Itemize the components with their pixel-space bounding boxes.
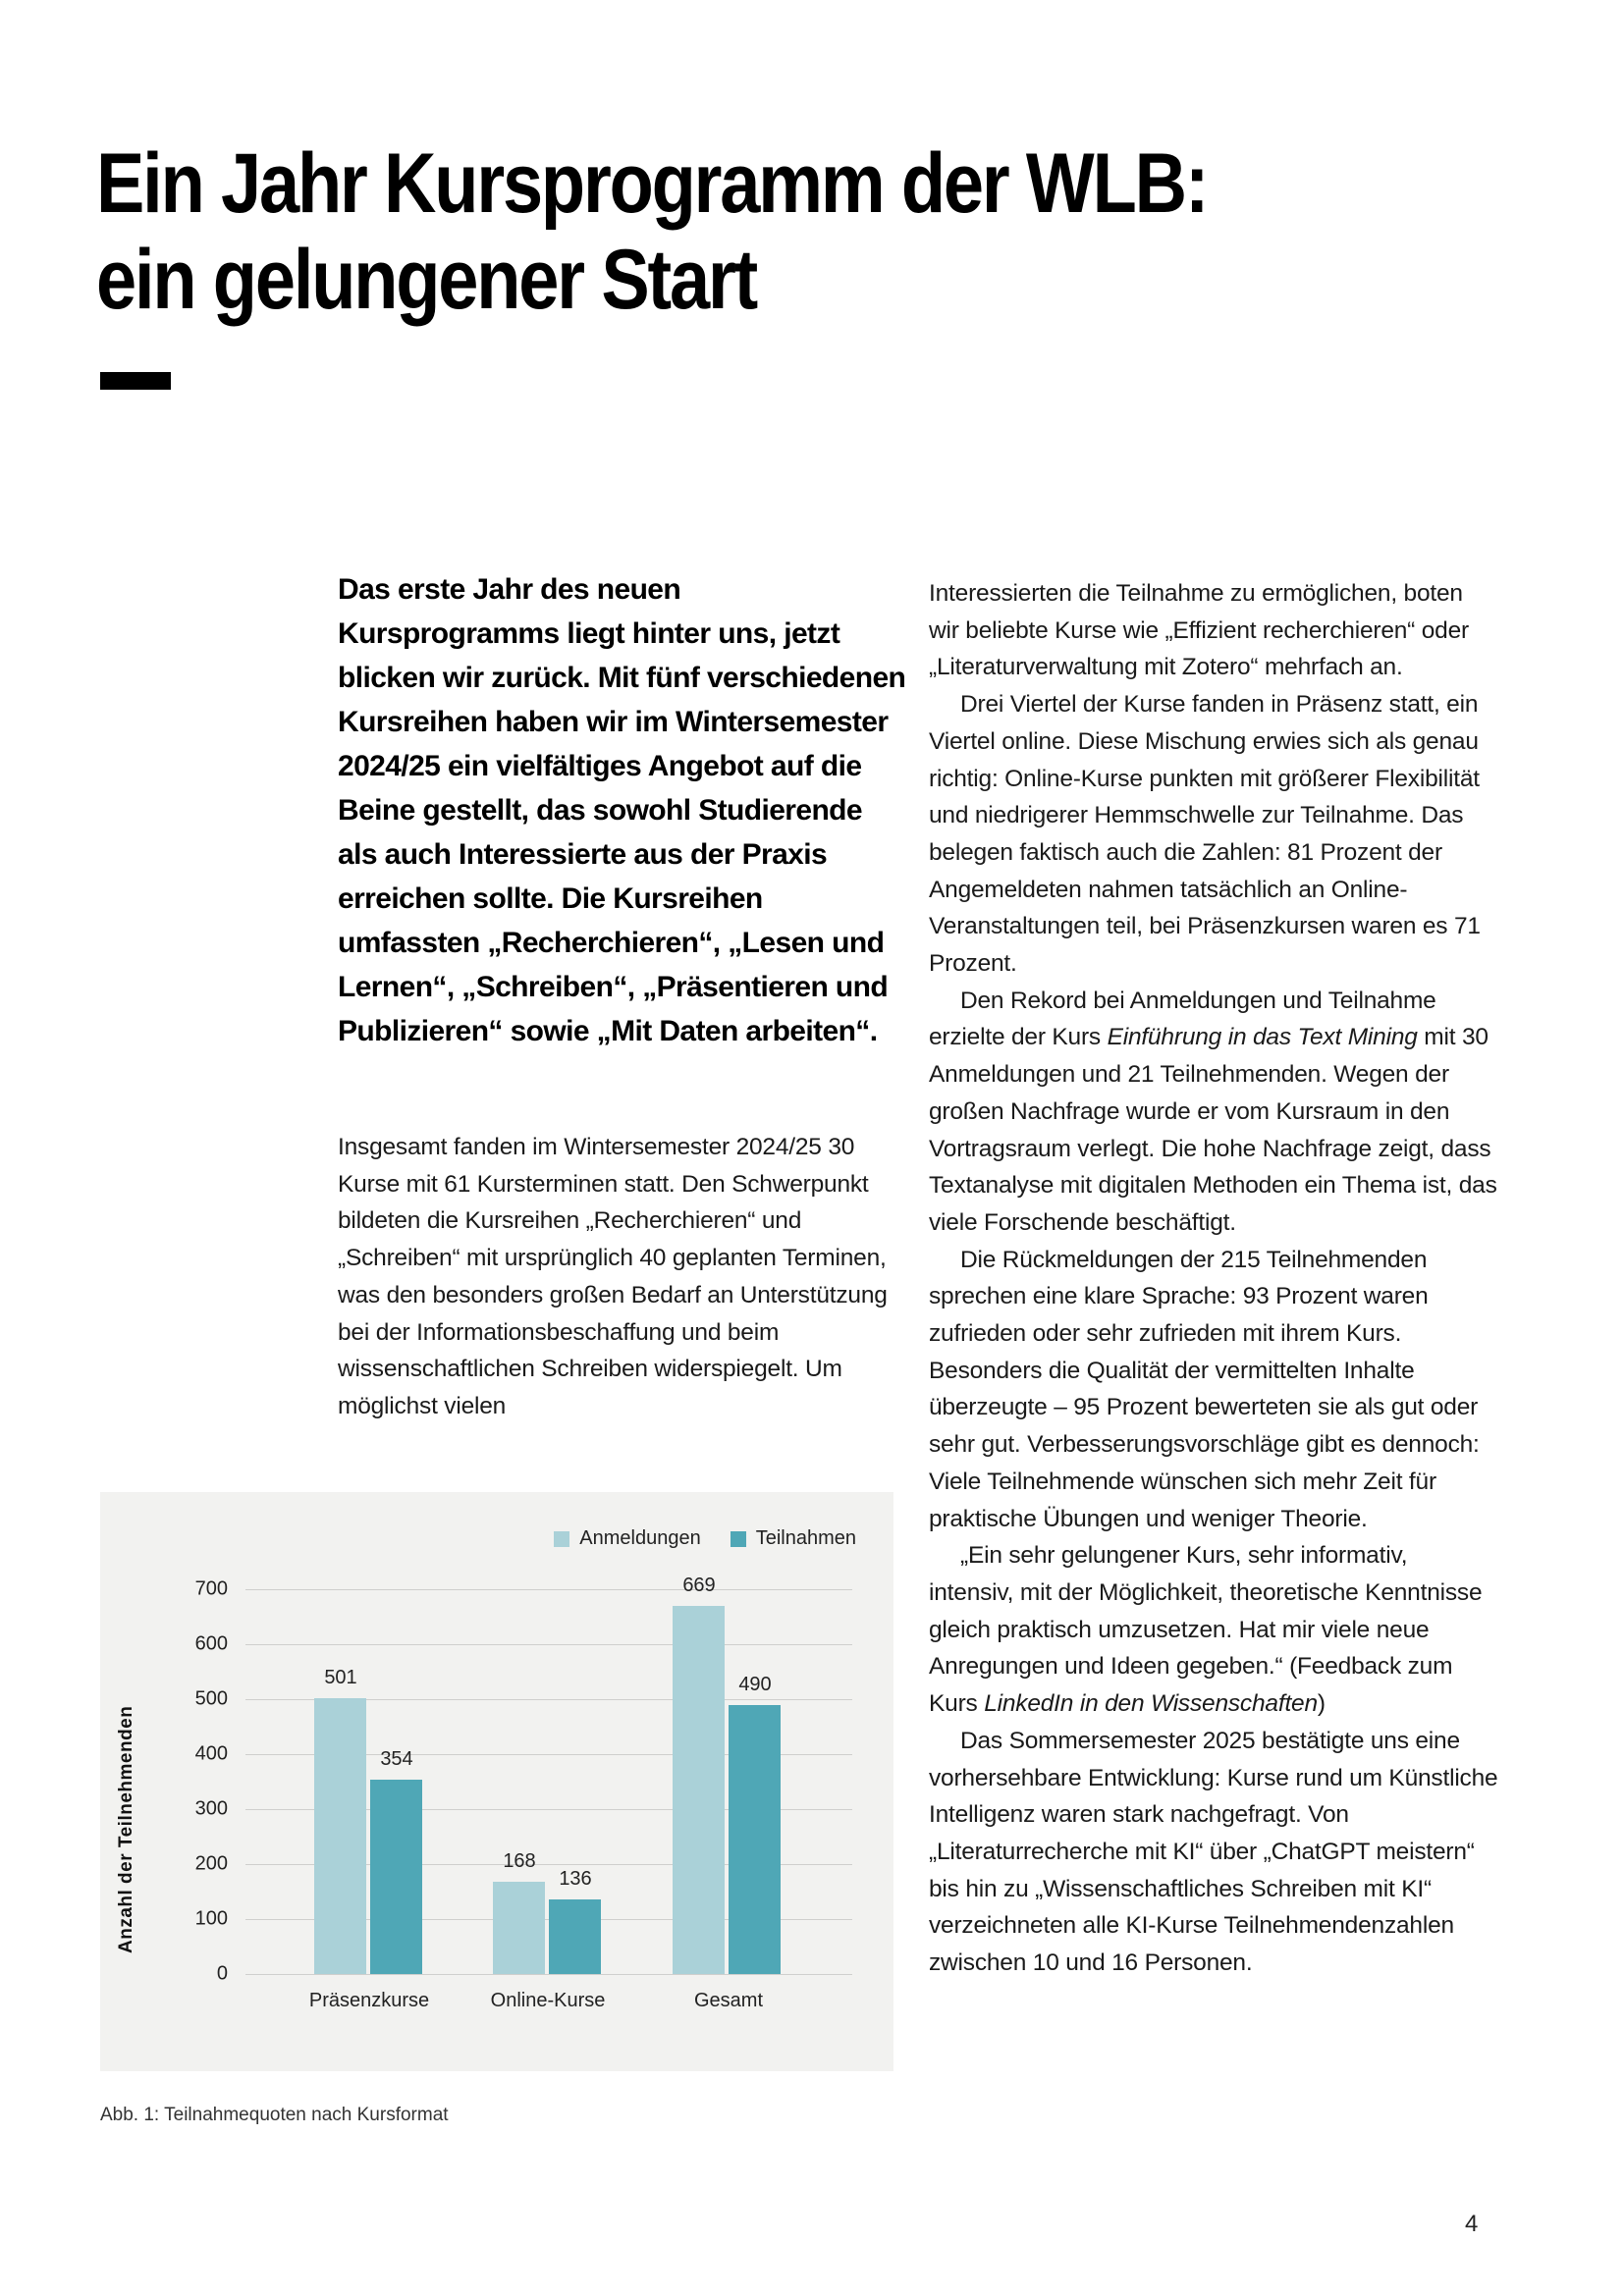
x-tick-gesamt: Gesamt: [693, 1990, 764, 2011]
bar-teilnahmen-2: [729, 1705, 781, 1974]
y-tick: 300: [194, 1797, 228, 1820]
quote-text: „Ein sehr gelungener Kurs, sehr informativ, intensiv, mit der Möglichkeit, theoretische Kenntnisse gleich praktisch umzusetzen. Hat mir viele neue Anregungen und Ideen gegeben.“: [929, 1542, 1483, 1681]
y-tick: 400: [194, 1742, 228, 1765]
title-divider: [100, 372, 171, 390]
text: mit 30 Anmeldungen und 21 Teilnehmenden. Wegen der großen Nachfrage wurde er vom Kursraum in den Vortragsraum verlegt. Die hohe Nachfrage zeigt, dass Textanalyse mit digitalen Methoden ein Thema ist, das viele Forschende beschäftigt.: [929, 1024, 1497, 1236]
legend-item-teilnahmen: [731, 1527, 856, 1550]
legend-swatch-icon: [731, 1531, 746, 1547]
title-line-1: Ein Jahr Kursprogramm der WLB:: [96, 136, 1208, 231]
bar-value-label: 669: [682, 1575, 716, 1597]
y-tick: 0: [216, 1962, 228, 1985]
y-tick: 100: [194, 1907, 228, 1930]
legend-swatch-icon: [554, 1531, 569, 1547]
bar-teilnahmen-0: [370, 1780, 422, 1974]
paragraph: Die Rückmeldungen der 215 Teilnehmenden sprechen eine klare Sprache: 93 Prozent waren zufrieden oder sehr zufrieden mit ihrem Kurs. Besonders die Qualität der vermittelten Inhalte überzeugte – 95 Prozent bewerteten sie als gut oder sehr gut. Verbesserungsvorschläge gibt es dennoch: Viele Teilnehmende wünschen sich mehr Zeit für praktische Übungen und weniger Theorie.: [929, 1246, 1480, 1532]
bar-anmeldungen-0: [314, 1698, 366, 1974]
page-title: [96, 135, 1321, 328]
plot-area: [194, 1575, 852, 2011]
x-tick-praesenzkurse: Präsenzkurse: [308, 1990, 430, 2011]
legend-label: Teilnahmen: [755, 1527, 856, 1549]
text: ): [1317, 1690, 1326, 1718]
chart-legend: [554, 1527, 856, 1550]
text: (Feedback zum Kurs: [929, 1653, 1453, 1718]
bar-value-label: 354: [380, 1747, 413, 1770]
title-line-2: ein gelungener Start: [96, 233, 757, 327]
page-number: 4: [1465, 2211, 1479, 2237]
y-tick: 700: [194, 1577, 228, 1600]
bar-teilnahmen-1: [549, 1899, 601, 1974]
x-tick-online-kurse: Online-Kurse: [490, 1990, 606, 2011]
y-tick: 600: [194, 1632, 228, 1655]
bar-value-label: 501: [324, 1667, 357, 1689]
y-tick: 500: [194, 1687, 228, 1710]
legend-label: Anmeldungen: [579, 1527, 701, 1549]
paragraph: [929, 983, 1498, 1242]
paragraph: Interessierten die Teilnahme zu ermöglichen, boten wir beliebte Kurse wie „Effizient recherchieren“ oder „Literaturverwaltung mit Zotero“ mehrfach an.: [929, 580, 1469, 681]
paragraph: Drei Viertel der Kurse fanden in Präsenz statt, ein Viertel online. Diese Mischung erwies sich als genau richtig: Online-Kurse punkten mit größerer Flexibilität und niedrigerer Hemmschwelle zur Teilnahme. Das belegen faktisch auch die Zahlen: 81 Prozent der Angemeldeten nahmen tatsächlich an Online-Veranstaltungen teil, bei Präsenzkursen waren es 71 Prozent.: [929, 691, 1481, 978]
bar-anmeldungen-2: [673, 1606, 725, 1974]
y-axis-label: Anzahl der Teilnehmenden: [116, 1705, 136, 1953]
gridline: [245, 1974, 852, 1975]
legend-item-anmeldungen: [554, 1527, 700, 1550]
feedback-quote: [929, 1537, 1498, 1723]
bar-value-label: 168: [503, 1849, 536, 1872]
course-title: Einführung in das Text Mining: [1107, 1024, 1418, 1051]
body-text-right: [929, 575, 1498, 1982]
body-text-left: Insgesamt fanden im Wintersemester 2024/25 30 Kurse mit 61 Kursterminen statt. Den Schwerpunkt bildeten die Kursreihen „Recherchieren“ und „Schreiben“ mit ursprünglich 40 geplanten Terminen, was den besonders großen Bedarf an Unterstützung bei der Informationsbeschaffung und beim wissenschaftlichen Schreiben widerspiegelt. Um möglichst vielen: [338, 1134, 888, 1419]
gridline: [245, 1644, 852, 1645]
bar-value-label: 490: [738, 1673, 772, 1695]
text: Den Rekord bei Anmeldungen und Teilnahme erzielte der Kurs: [929, 987, 1436, 1051]
y-tick: 200: [194, 1852, 228, 1875]
bar-chart: [100, 1492, 893, 2071]
course-title: LinkedIn in den Wissenschaften: [984, 1690, 1318, 1718]
bar-value-label: 136: [559, 1867, 592, 1890]
figure-caption: Abb. 1: Teilnahmequoten nach Kursformat: [100, 2105, 449, 2125]
gridline: [245, 1589, 852, 1590]
paragraph: Das Sommersemester 2025 bestätigte uns eine vorhersehbare Entwicklung: Kurse rund um Künstliche Intelligenz waren stark nachgefragt. Von „Literaturrecherche mit KI“ über „ChatGPT meistern“ bis hin zu „Wissenschaftliches Schreiben mit KI“ verzeichneten alle KI-Kurse Teilnehmendenzahlen zwischen 10 und 16 Personen.: [929, 1727, 1498, 1977]
lead-paragraph: Das erste Jahr des neuen Kursprogramms liegt hinter uns, jetzt blicken wir zurück. Mit fünf verschiedenen Kursreihen haben wir im Wintersemester 2024/25 ein vielfältiges Angebot auf die Beine gestellt, das sowohl Studierende als auch Interessierte aus der Praxis erreichen sollte. Die Kursreihen umfassten „Recherchieren“, „Lesen und Lernen“, „Schreiben“, „Präsentieren und Publizieren“ sowie „Mit Daten arbeiten“.: [338, 573, 906, 1047]
bar-anmeldungen-1: [493, 1882, 545, 1974]
